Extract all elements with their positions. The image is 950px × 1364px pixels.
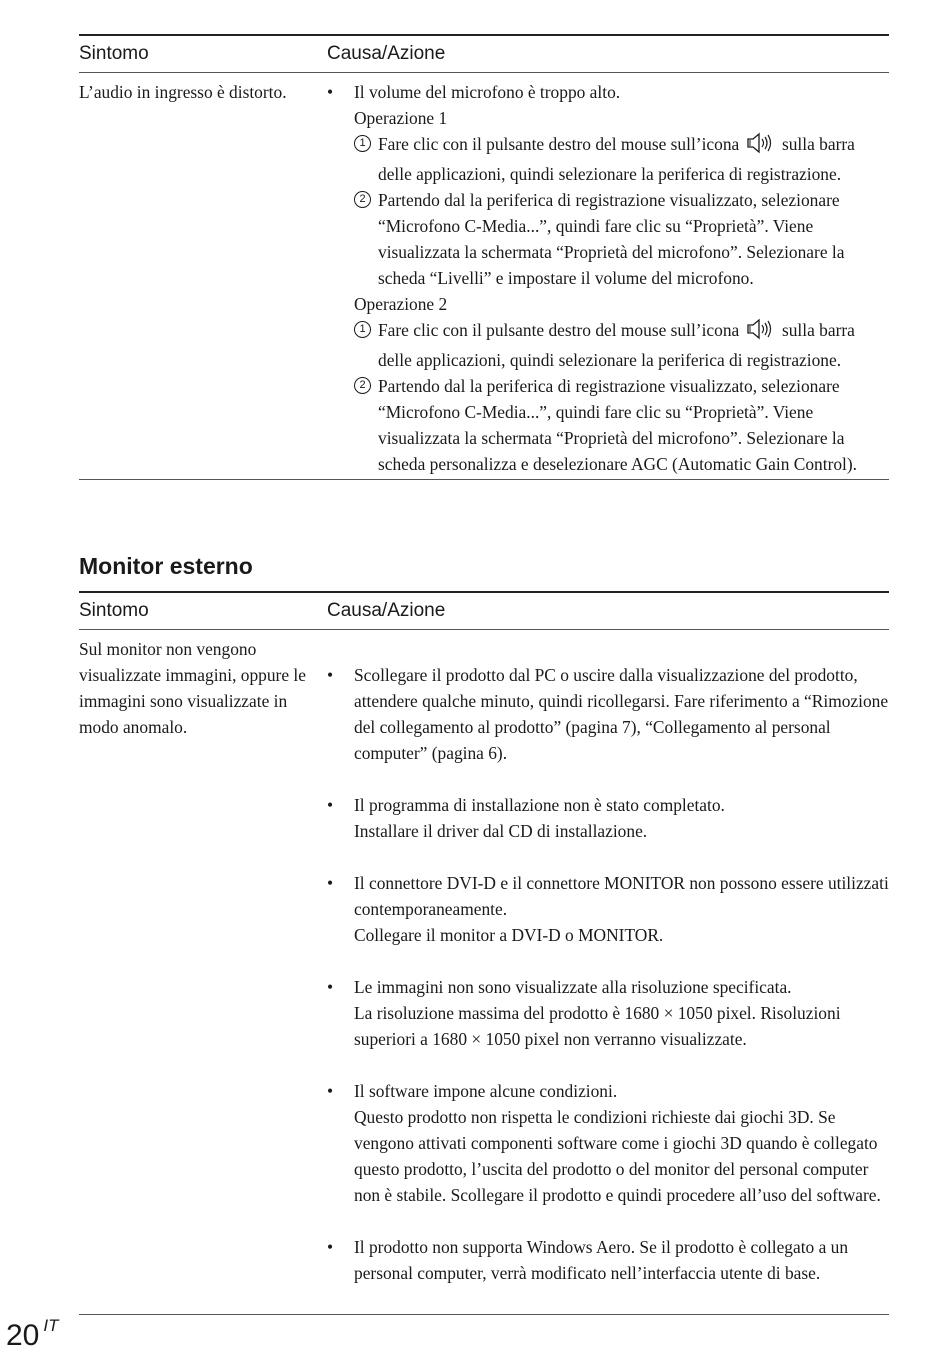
language-code: IT bbox=[43, 1316, 59, 1335]
step-text: delle applicazioni, quindi selezionare la periferica di registrazione. bbox=[378, 164, 842, 184]
step-text: Partendo dal la periferica di registrazione visualizzato, selezionare “Microfono C-Media...”, quindi fare clic su “Proprietà”. Viene visualizzata la schermata “Proprietà del microfono”. Selezionare la scheda “Livelli” e impostare il volume del microfono. bbox=[378, 190, 845, 288]
bullet-item: • Scollegare il prodotto dal PC o uscire dalla visualizzazione del prodotto, attendere qualche minuto, quindi ricollegarsi. Fare riferimento a “Rimozione del collegamento al prodotto” (pagina 7), “Collegamento al personal computer” (pagina 6). bbox=[327, 662, 889, 766]
step-text: Partendo dal la periferica di registrazione visualizzato, selezionare “Microfono C-Media...”, quindi fare clic su “Proprietà”. Viene visualizzata la schermata “Proprietà del microfono”. Selezionare la scheda personalizza e deselezionare AGC (Automatic Gain Control). bbox=[378, 376, 858, 474]
table-header bbox=[79, 34, 889, 73]
table-header bbox=[79, 591, 889, 630]
cause-cell bbox=[327, 636, 889, 1312]
page-number bbox=[6, 1316, 58, 1353]
table-row bbox=[79, 630, 889, 1315]
table-row bbox=[79, 73, 889, 480]
step-text: sulla barra bbox=[781, 320, 855, 340]
step-item bbox=[354, 373, 889, 477]
step-number: 2 bbox=[354, 191, 371, 208]
step-number: 2 bbox=[354, 377, 371, 394]
symptom-cell: L’audio in ingresso è distorto. bbox=[79, 82, 287, 102]
symptom-cell: Sul monitor non vengono visualizzate immagini, oppure le immagini sono visualizzate in modo anomalo. bbox=[79, 639, 306, 737]
step-text: sulla barra bbox=[781, 134, 855, 154]
cause-cell bbox=[327, 79, 889, 477]
header-cause: Causa/Azione bbox=[327, 43, 446, 64]
header-symptom: Sintomo bbox=[79, 600, 149, 621]
troubleshooting-table-audio bbox=[79, 34, 889, 480]
step-item bbox=[354, 187, 889, 291]
page-number-value: 20 bbox=[6, 1319, 40, 1352]
bullet-item: • Il prodotto non supporta Windows Aero. Se il prodotto è collegato a un personal computer, verrà modificato nell’interfaccia utente di base. bbox=[327, 1234, 889, 1286]
troubleshooting-table-monitor bbox=[79, 591, 889, 1315]
step-item bbox=[354, 131, 889, 187]
bullet-item: • Le immagini non sono visualizzate alla risoluzione specificata. La risoluzione massima del prodotto è 1680 × 1050 pixel. Risoluzioni superiori a 1680 × 1050 pixel non verranno visualizzate. bbox=[327, 974, 889, 1052]
header-cause: Causa/Azione bbox=[327, 600, 446, 621]
speaker-icon bbox=[746, 132, 776, 161]
step-text: Fare clic con il pulsante destro del mouse sull’icona bbox=[378, 320, 740, 340]
bullet-item: • Il programma di installazione non è stato completato. Installare il driver dal CD di installazione. bbox=[327, 792, 889, 844]
speaker-icon bbox=[746, 318, 776, 347]
step-text: Fare clic con il pulsante destro del mouse sull’icona bbox=[378, 134, 740, 154]
bullet-item bbox=[327, 79, 889, 477]
step-number: 1 bbox=[354, 135, 371, 152]
step-item bbox=[354, 317, 889, 373]
header-symptom: Sintomo bbox=[79, 43, 149, 64]
operation-label: Operazione 2 bbox=[354, 294, 448, 314]
bullet-item: • Il connettore DVI-D e il connettore MONITOR non possono essere utilizzati contemporaneamente. Collegare il monitor a DVI-D o MONITOR. bbox=[327, 870, 889, 948]
section-title: Monitor esterno bbox=[79, 553, 253, 579]
step-number: 1 bbox=[354, 321, 371, 338]
operation-label: Operazione 1 bbox=[354, 108, 448, 128]
step-text: delle applicazioni, quindi selezionare la periferica di registrazione. bbox=[378, 350, 842, 370]
bullet-item: • Il software impone alcune condizioni. Questo prodotto non rispetta le condizioni richieste dai giochi 3D. Se vengono attivati componenti software come i giochi 3D quando è collegato questo prodotto, l’uscita del prodotto o del monitor del personal computer non è stabile. Scollegare il prodotto e quindi procedere all’uso del software. bbox=[327, 1078, 889, 1208]
bullet-text: • Il volume del microfono è troppo alto. bbox=[354, 82, 621, 102]
